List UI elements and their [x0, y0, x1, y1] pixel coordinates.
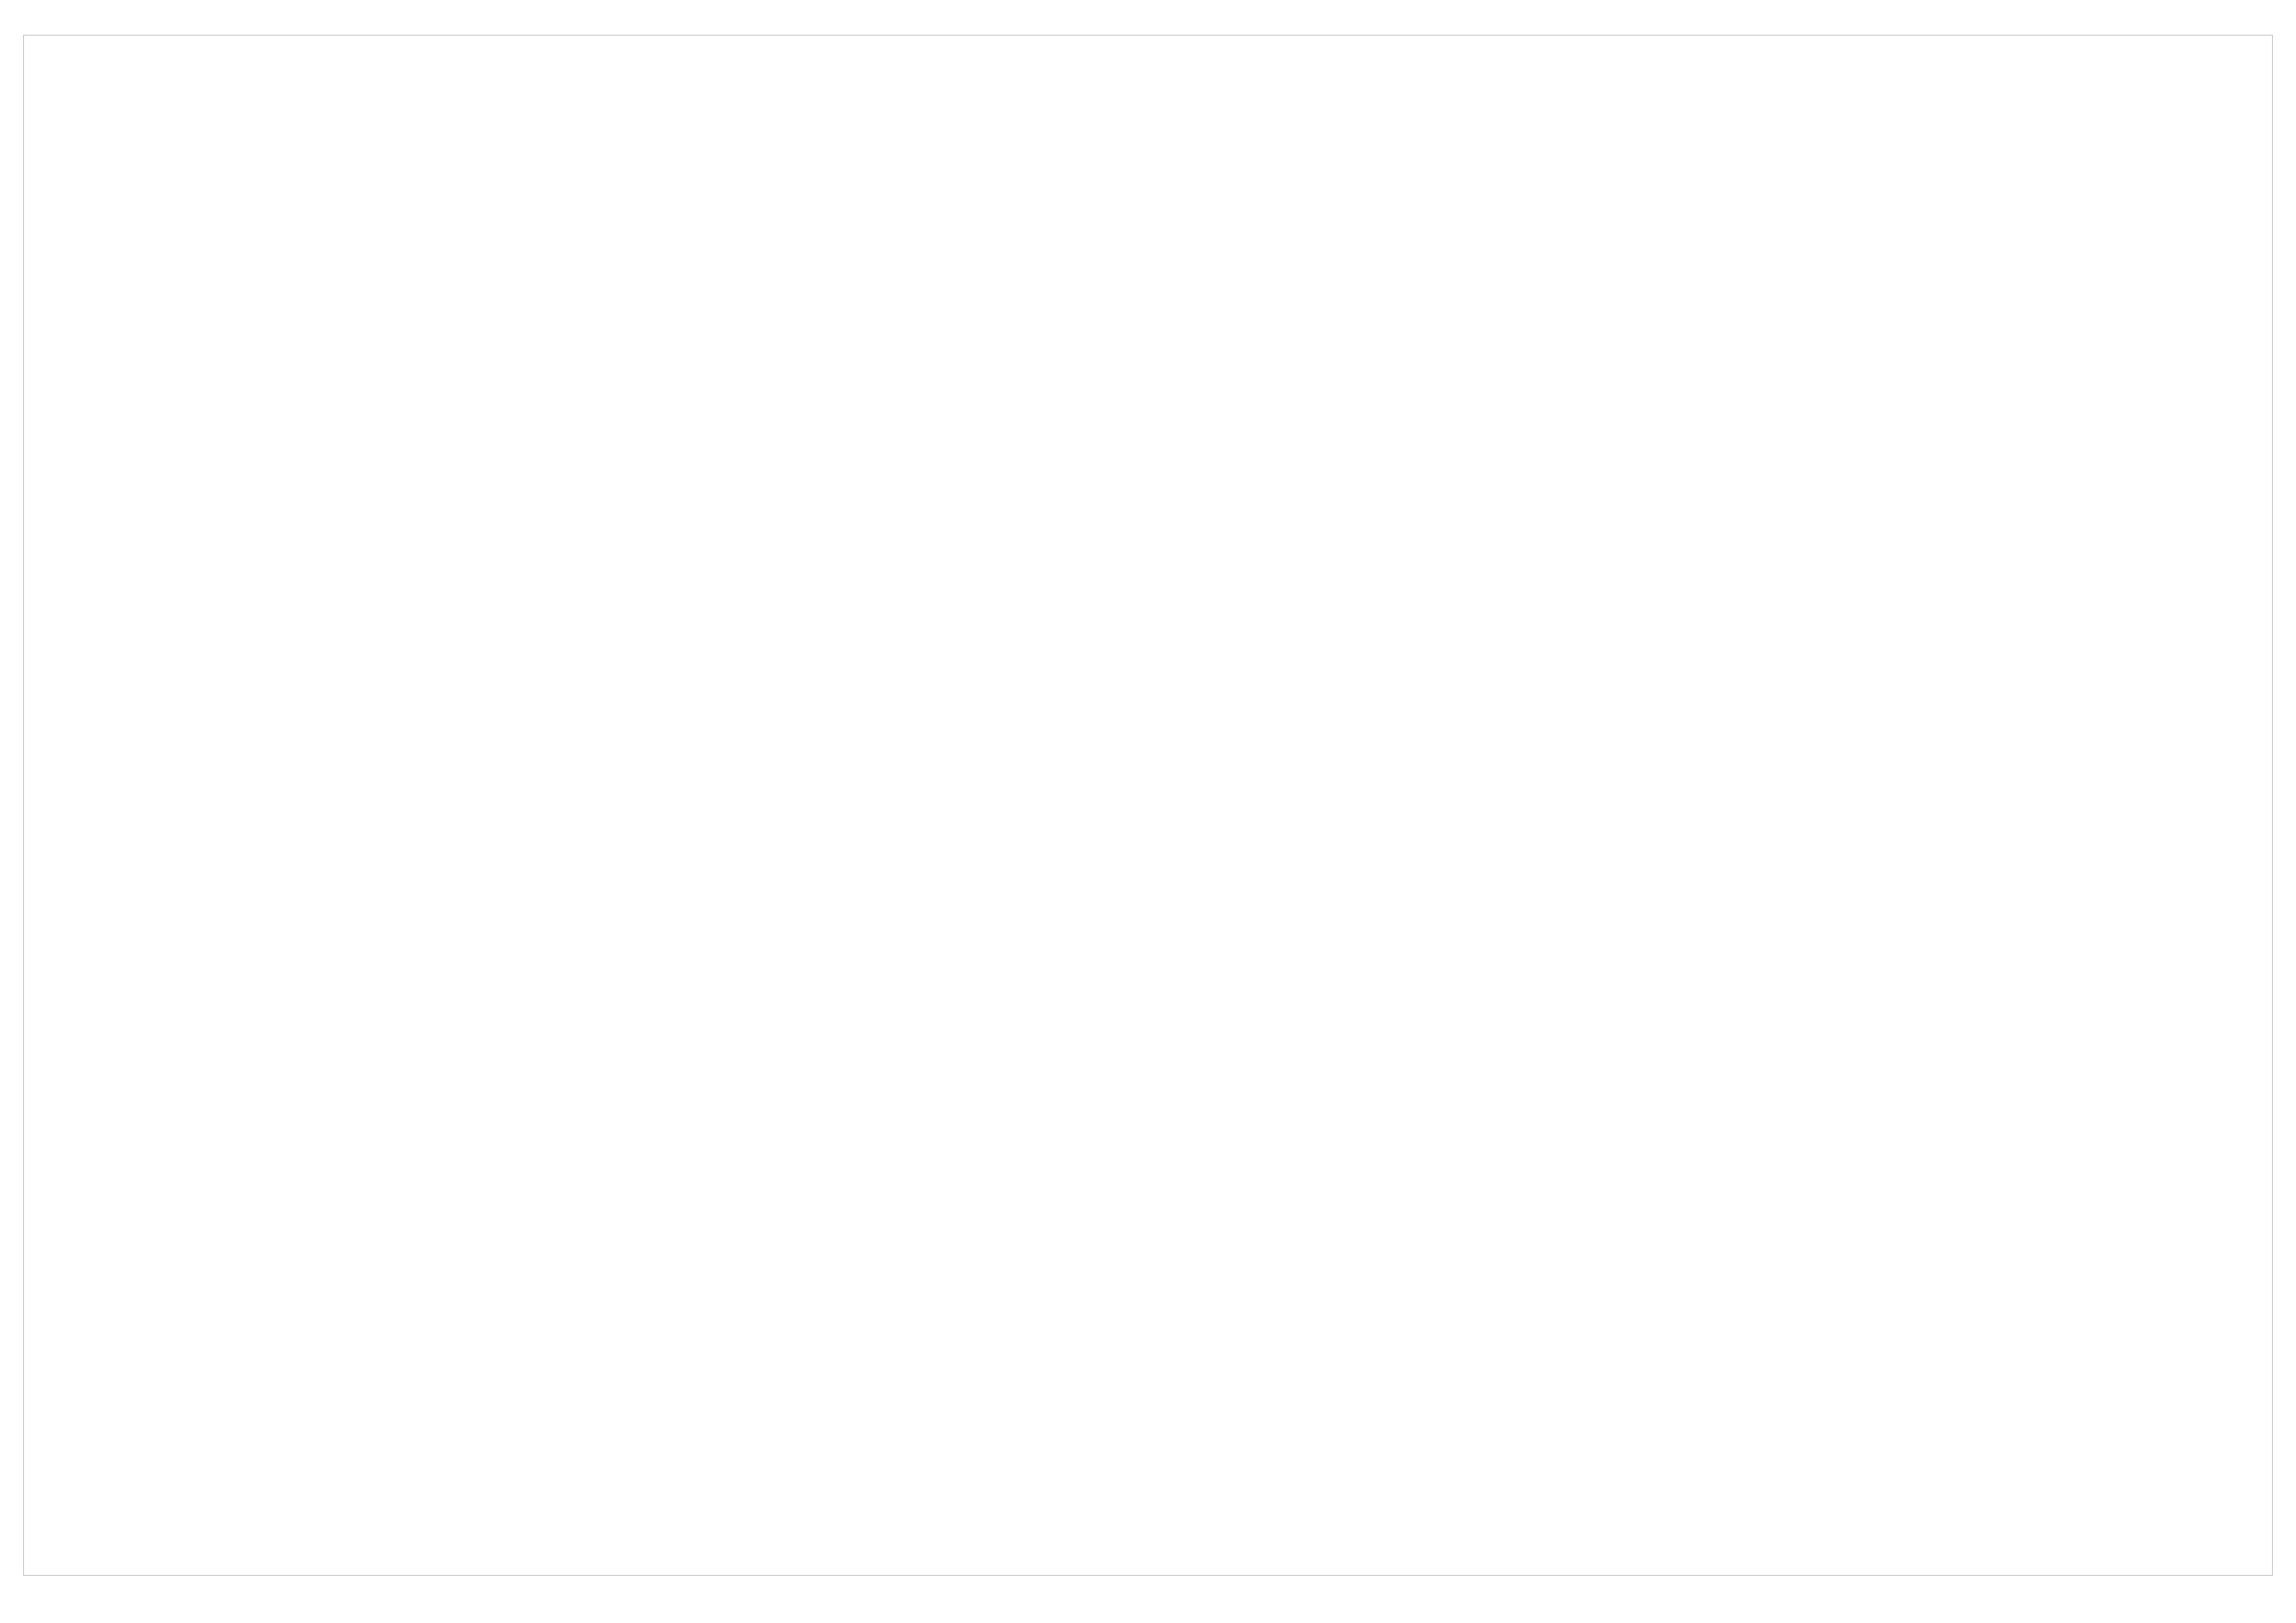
content-area: [23, 35, 2273, 1576]
